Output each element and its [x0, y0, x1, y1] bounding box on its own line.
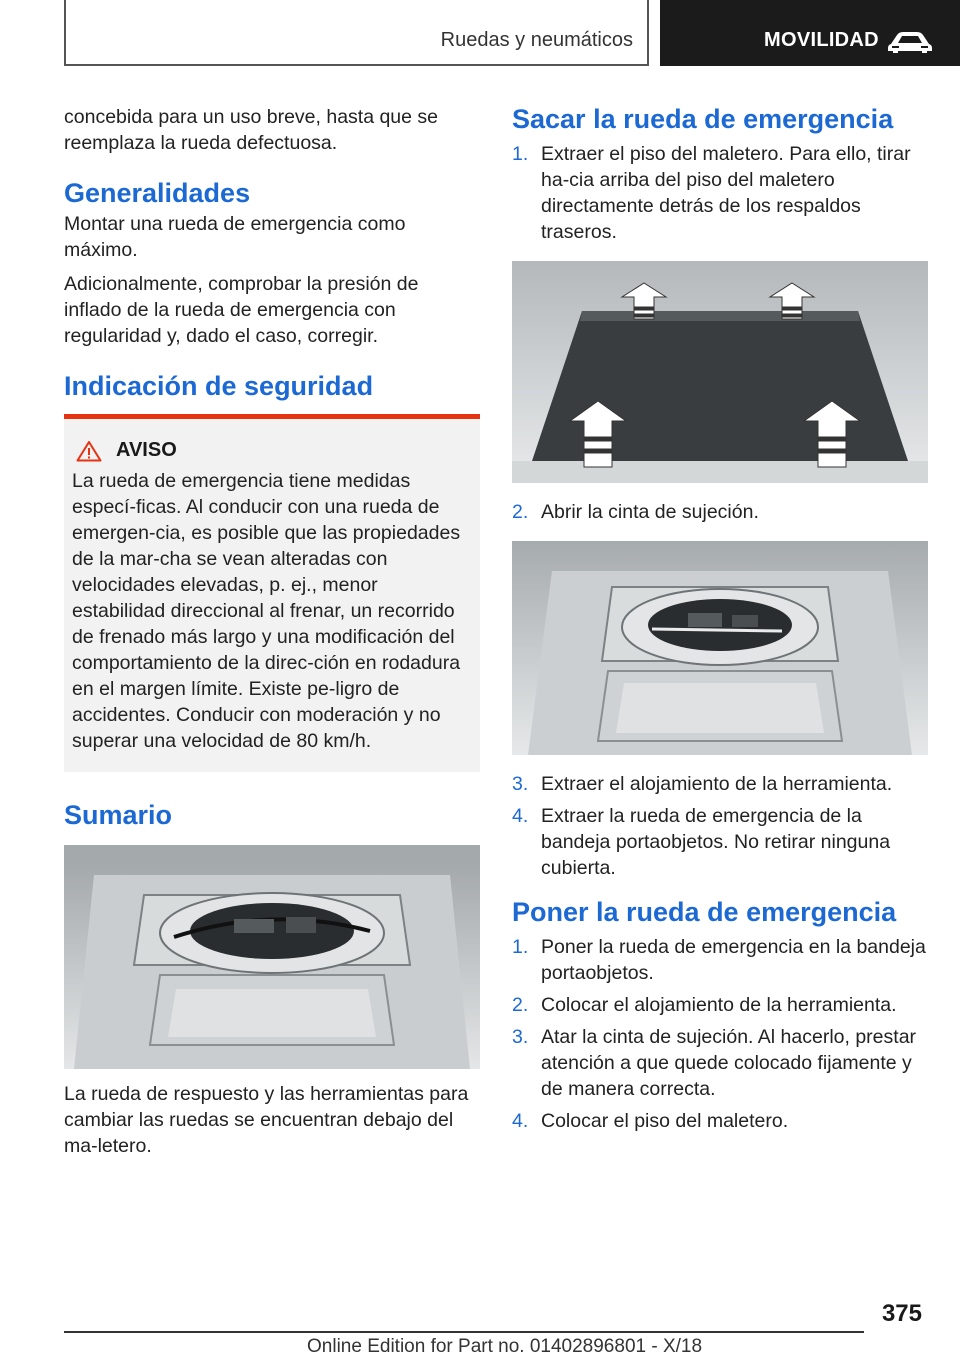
figure-spare-wheel-overview — [64, 845, 480, 1069]
step-text: Colocar el alojamiento de la herramienta. — [541, 994, 897, 1016]
step-text: Poner la rueda de emergencia en la bandeja portaobjetos. — [541, 936, 926, 984]
list-item — [512, 771, 928, 797]
header-section-title: Ruedas y neumáticos — [440, 29, 633, 51]
step-number: 1. — [512, 936, 529, 958]
header-chapter-tab — [660, 0, 960, 66]
summary-caption: La rueda de respuesto y las herramientas para cambiar las ruedas se encuentran debajo del ma-letero. — [64, 1083, 469, 1157]
car-icon — [887, 30, 933, 54]
step-text: Abrir la cinta de sujeción. — [541, 501, 759, 523]
step-number: 3. — [512, 1026, 529, 1048]
footer-divider — [64, 1331, 864, 1333]
warning-title: AVISO — [116, 439, 177, 461]
right-column — [512, 104, 928, 1140]
remove-steps-part-1 — [512, 141, 928, 245]
page-number: 375 — [881, 1300, 922, 1327]
list-item — [512, 499, 928, 525]
list-item — [512, 1024, 928, 1102]
list-item — [512, 803, 928, 881]
remove-steps-part-2 — [512, 499, 928, 525]
list-item — [512, 141, 928, 245]
warning-box — [64, 414, 480, 772]
heading-seguridad: Indicación de seguridad — [64, 371, 374, 401]
step-text: Atar la cinta de sujeción. Al hacerlo, prestar atención a que quede colocado fijamente y de manera correcta. — [541, 1026, 917, 1100]
list-item — [512, 934, 928, 986]
general-paragraph-2: Adicionalmente, comprobar la presión de inflado de la rueda de emergencia con regularidad y, dado el caso, corregir. — [64, 273, 419, 347]
step-number: 2. — [512, 994, 529, 1016]
header-chapter-title: MOVILIDAD — [764, 29, 879, 51]
install-steps — [512, 934, 928, 1134]
step-text: Extraer el piso del maletero. Para ello, tirar ha-cia arriba del piso del maletero directamente detrás de los respaldos traseros. — [541, 143, 911, 243]
footer-edition: Online Edition for Part no. 01402896801 - X/18 — [307, 1336, 703, 1357]
heading-poner: Poner la rueda de emergencia — [512, 897, 897, 927]
figure-lift-trunk-floor — [512, 261, 928, 483]
intro-paragraph: concebida para un uso breve, hasta que se reemplaza la rueda defectuosa. — [64, 106, 439, 154]
list-item — [512, 1108, 928, 1134]
step-number: 4. — [512, 1110, 529, 1132]
header-section-tab — [64, 0, 649, 66]
list-item — [512, 992, 928, 1018]
warning-triangle-icon — [76, 440, 102, 462]
step-text: Extraer la rueda de emergencia de la bandeja portaobjetos. No retirar ninguna cubierta. — [541, 805, 891, 879]
step-text: Extraer el alojamiento de la herramienta. — [541, 773, 893, 795]
figure-open-strap — [512, 541, 928, 755]
remove-steps-part-3 — [512, 771, 928, 881]
warning-body: La rueda de emergencia tiene medidas especí-ficas. Al conducir con una rueda de emergen-cia, es posible que las propiedades de la mar-cha se vean alteradas con velocidades elevadas, p. ej., menor estabilidad direccional al frenar, un recorrido de frenado más largo y una modificación del comportamiento de la direc-ción en rodadura en el margen límite. Existe pe-ligro de accidentes. Conducir con moderación y no superar una velocidad de 80 km/h. — [72, 470, 461, 752]
heading-sacar: Sacar la rueda de emergencia — [512, 104, 894, 134]
heading-sumario: Sumario — [64, 800, 173, 830]
step-number: 4. — [512, 805, 529, 827]
general-paragraph-1: Montar una rueda de emergencia como máximo. — [64, 213, 406, 261]
step-number: 1. — [512, 143, 529, 165]
step-number: 2. — [512, 501, 529, 523]
step-text: Colocar el piso del maletero. — [541, 1110, 789, 1132]
step-number: 3. — [512, 773, 529, 795]
warning-header — [72, 439, 474, 462]
left-column — [64, 104, 480, 1167]
heading-generalidades: Generalidades — [64, 178, 251, 208]
